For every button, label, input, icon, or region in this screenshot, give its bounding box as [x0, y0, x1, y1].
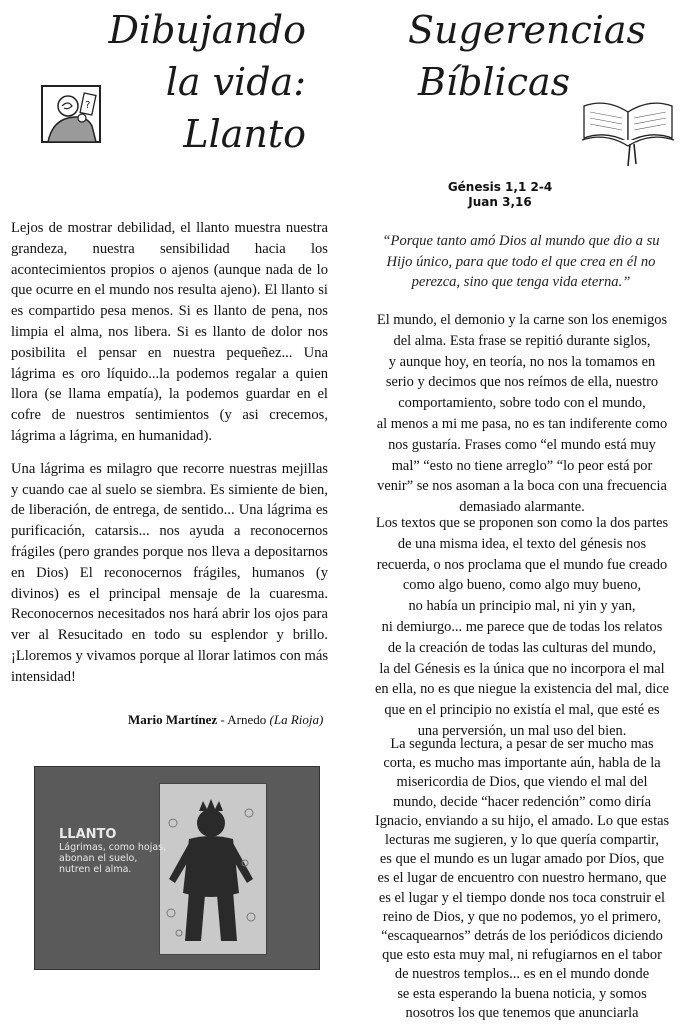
left-title-line-2: la vida:: [165, 60, 306, 104]
left-paragraph-1: Lejos de mostrar debilidad, el llanto muestra nuestra grandeza, nuestra sensibilidad hacia los acontecimientos propios o ajenos (aunque nada de lo que ocurre en el mundo nos resulta ajeno). El llanto si es compartido pesa menos. Si es llanto de pena, nos limpia el alma, nos libera. Si es llanto de dolor nos posibilita el pensar en nuestra pequeñez... Una lágrima es oro líquido...la podemos regalar a quien llora (se llama empatía), la podemos guardar en el cofre de nuestros sentimientos (y asi crecemos, lágrima a lágrima, en humanidad).: [11, 220, 328, 444]
signature-separator: - Arnedo: [217, 712, 270, 727]
right-p3-line: mundo, decide “hacer redención” como diría: [392, 793, 652, 810]
right-p3-line: nosotros los que tenemos que anunciarla: [405, 1004, 639, 1021]
right-title-line-2: Bíblicas: [418, 60, 571, 104]
right-p3-line: es que el mundo es un lugar amado por Dios, que: [379, 851, 665, 868]
right-paragraph-2: [352, 513, 692, 742]
illustration-caption-line-3: nutren el alma.: [59, 864, 132, 875]
right-p1-line: al menos a mi me pasa, no es tan indiferente como: [376, 415, 668, 432]
right-p2-line: no había un principio mal, ni yin y yan,: [408, 598, 636, 615]
open-bible-icon: [578, 88, 678, 170]
right-p1-line: comportamiento, sobre todo con el mundo,: [398, 395, 646, 412]
right-p2-line: recuerda, o nos proclama que el mundo fue creado: [376, 556, 668, 573]
right-paragraph-1: [352, 310, 692, 518]
quote-line-3: perezca, sino que tenga vida eterna.”: [411, 274, 631, 290]
right-p2-line: de la creación de todas las culturas del mundo,: [387, 639, 657, 656]
right-p1-line: mal” “esto no tiene arreglo” “lo peor está por: [391, 457, 653, 474]
left-paragraph-2: Una lágrima es milagro que recorre nuestras mejillas y cuando cae al suelo se siembra. Es simiente de bien, de liberación, de entrega, de sentido... Una lágrima es purificación, catarsis... nos ayuda a reconocernos frágiles (pero grandes porque nos lleva a depositarnos en Dios) El reconocernos frágiles, humanos (y divinos) es el principal mensaje de la cuaresma. Reconocernos necesitados nos hará abrir los ojos para ver al Resucitado en todo su esplendor y brillo. ¡Lloremos y vivamos porque al llorar latimos con más intensidad!: [11, 460, 328, 685]
left-title: [90, 4, 320, 160]
right-p3-line: se esta esperando la buena noticia, y somos: [397, 985, 647, 1002]
left-text-block: [11, 218, 328, 688]
right-p3-line: corta, es mucho mas importante aún, habla de la: [383, 755, 661, 772]
right-p1-line: nos gustaría. Frases como “el mundo está muy: [388, 436, 656, 453]
right-p1-line: serio y decimos que nos reímos de ella, nuestro: [385, 374, 659, 391]
right-p1-line: venir” se nos asoman a la boca con una frecuencia: [377, 478, 667, 495]
signature: [128, 712, 328, 728]
right-p2-line: Los textos que se proponen son como la dos partes: [375, 515, 669, 531]
left-title-line-3: Llanto: [183, 112, 306, 156]
right-p1-line: El mundo, el demonio y la carne son los enemigos: [376, 312, 668, 328]
right-p1-line: y aunque hoy, en teoría, no nos la tomamos en: [388, 353, 656, 370]
illustration-caption: [59, 827, 179, 875]
right-p2-line: de una misma idea, el texto del génesis nos: [397, 535, 647, 552]
left-title-line-1: Dibujando: [108, 8, 306, 52]
right-p3-line: de nuestros templos... es en el mundo donde: [394, 966, 650, 983]
llanto-illustration: [34, 766, 320, 970]
thinking-person-icon: [38, 84, 104, 144]
right-p3-line: misericordia de Dios, que viendo el mal del: [396, 774, 648, 791]
right-p3-line: es el lugar y el tiempo donde nos toca construir el: [378, 889, 666, 906]
right-p3-line: “escaquearnos” detrás de los periódicos diciendo: [381, 928, 663, 945]
right-p3-line: lecturas me sugieren, y lo que quería compartir,: [385, 832, 659, 849]
right-p2-line: en ella, no es que niegue la existencia del mal, dice: [374, 681, 670, 698]
right-p3-line: La segunda lectura, a pesar de ser mucho mas: [390, 736, 654, 752]
author-place: (La Rioja): [269, 712, 324, 727]
right-p3-line: Ignacio, enviando a su hijo, el amado. Lo que estas: [374, 812, 670, 829]
reference-2: Juan 3,16: [468, 195, 532, 209]
reference-1: Génesis 1,1 2-4: [447, 180, 553, 194]
right-p3-line: que esto esta muy mal, ni refugiarnos en el tabor: [382, 947, 662, 964]
right-p3-line: reino de Dios, y que no podemos, yo el primero,: [382, 908, 662, 925]
author-name: Mario Martínez: [128, 712, 218, 727]
right-p1-line: demasiado alarmante.: [459, 499, 585, 516]
right-paragraph-3: [352, 735, 692, 1023]
bible-references: [420, 180, 580, 210]
illustration-caption-line-1: Lágrimas, como hojas,: [59, 842, 167, 853]
illustration-caption-line-2: abonan el suelo,: [59, 853, 138, 864]
bible-quote: [352, 231, 690, 293]
quote-line-2: Hijo único, para que todo el que crea en él no: [386, 253, 656, 270]
right-p3-line: es el lugar de encuentro con nuestro hermano, que: [377, 870, 667, 887]
right-p2-line: ni demiurgo... me parece que de todas los relatos: [381, 618, 663, 635]
quote-line-1: “Porque tanto amó Dios al mundo que dio a su: [382, 233, 660, 249]
illustration-caption-title: LLANTO: [59, 827, 117, 842]
right-p1-line: del alma. Esta frase se repitió durante siglos,: [393, 332, 651, 349]
right-p2-line: la del Génesis es la única que no incorpora el mal: [379, 660, 665, 677]
right-title-line-1: Sugerencias: [408, 8, 647, 52]
right-p2-line: una perversión, un mal uso del bien.: [417, 722, 627, 739]
right-p2-line: que en el principio no existía el mal, que esté es: [384, 702, 660, 719]
right-p2-line: como algo bueno, como algo muy bueno,: [402, 577, 642, 594]
svg-text:?: ?: [85, 100, 91, 111]
